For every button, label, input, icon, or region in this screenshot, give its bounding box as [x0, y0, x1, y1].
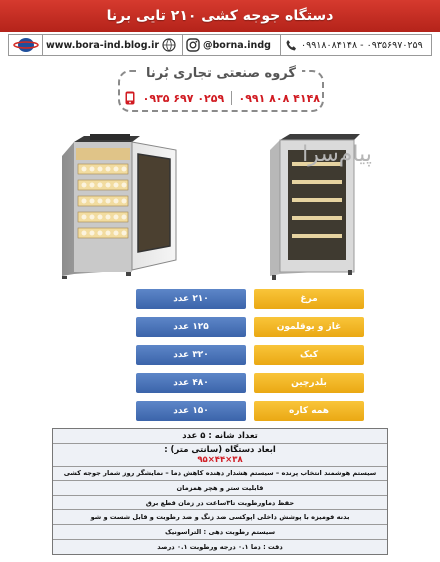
brand-phones[interactable]: [124, 89, 320, 107]
watermark-text: پیام‌سرا: [302, 142, 372, 167]
spec-dimensions: [53, 444, 387, 467]
capacity-row: [136, 373, 364, 393]
website-text[interactable]: www.bora-ind.blog.ir: [46, 39, 160, 51]
brand-phone-1[interactable]: ۰۹۳۵ ۶۹۷ ۰۲۵۹: [142, 91, 225, 105]
capacity-row: [136, 317, 364, 337]
instagram-icon: [186, 38, 200, 52]
capacity-row: [136, 345, 364, 365]
spec-feature-5-text: سیستم رطوبت دهی : التراسونیک: [164, 527, 276, 536]
capacity-bird: همه کاره: [254, 401, 364, 421]
brand-title-text: گروه صنعتی تجاری بُرنا: [140, 66, 302, 81]
spec-dimensions-value: ۹۵×۴۴×۳۸: [197, 454, 243, 465]
www-icon: [162, 38, 176, 52]
phone-numbers[interactable]: ۰۹۳۵۶۹۷۰۲۵۹ - ۰۹۹۱۸۰۸۴۱۴۸: [301, 39, 423, 51]
phone-separator: [231, 91, 232, 105]
spec-feature-4: [53, 510, 387, 525]
brand-title: [120, 66, 322, 81]
spec-feature-2: [53, 481, 387, 496]
instagram-handle[interactable]: @borna.indg: [203, 39, 271, 51]
spec-feature-3: [53, 496, 387, 511]
spec-feature-1: [53, 467, 387, 482]
title-banner: [0, 0, 440, 32]
globe-logo-icon: [13, 36, 39, 54]
spec-feature-2-text: قابلیت ستر و هچر همزمان: [176, 483, 264, 492]
capacity-row: [136, 401, 364, 421]
capacity-count: ۳۲۰ عدد: [136, 345, 246, 365]
phone-icon: [284, 38, 298, 52]
contact-bar: [8, 34, 432, 56]
phones-cell[interactable]: [281, 35, 431, 55]
brand-phone-2[interactable]: ۰۹۹۱ ۸۰۸ ۴۱۴۸: [238, 91, 320, 105]
spec-feature-6: [53, 540, 387, 555]
mobile-phone-icon: [124, 91, 136, 105]
brand-box: [118, 66, 324, 112]
banner-title: دستگاه جوجه کشی ۲۱۰ تایی برنا: [106, 8, 334, 24]
spec-feature-5: [53, 525, 387, 540]
spec-feature-6-text: دقت : دما ۰.۱ درجه ورطوبت ۰.۱ درصد: [157, 542, 283, 551]
capacity-count: ۱۵۰ عدد: [136, 401, 246, 421]
capacity-row: [136, 289, 364, 309]
capacity-bird: کبک: [254, 345, 364, 365]
spec-dimensions-label: ابعاد دستگاه (سانتی متر) :: [164, 444, 276, 455]
capacity-count: ۱۲۵ عدد: [136, 317, 246, 337]
spec-table: [52, 428, 388, 555]
instagram-cell[interactable]: [183, 35, 281, 55]
logo-cell: [9, 35, 43, 55]
spec-feature-4-text: بدنه فومیزه با پوشش داخلی اپوکسی ضد زنگ و ضد رطوبت و قابل شست و شو: [90, 513, 350, 522]
spec-feature-3-text: حفظ دماورطوبت تا۳ساعت در زمان قطع برق: [145, 498, 295, 507]
capacity-bird: مرغ: [254, 289, 364, 309]
spec-tray-count: [53, 429, 387, 444]
spec-feature-1-text: سیستم هوشمند انتخاب پرنده – سیستم هشدار دهنده کاهش دما – نمایشگر روز شمار جوجه کشی: [63, 469, 377, 478]
spec-tray-count-text: تعداد شانه : ۵ عدد: [182, 430, 258, 441]
capacity-count: ۲۱۰ عدد: [136, 289, 246, 309]
capacity-bird: غاز و بوقلمون: [254, 317, 364, 337]
capacity-bird: بلدرچین: [254, 373, 364, 393]
website-cell[interactable]: [43, 35, 183, 55]
capacity-count: ۴۸۰ عدد: [136, 373, 246, 393]
